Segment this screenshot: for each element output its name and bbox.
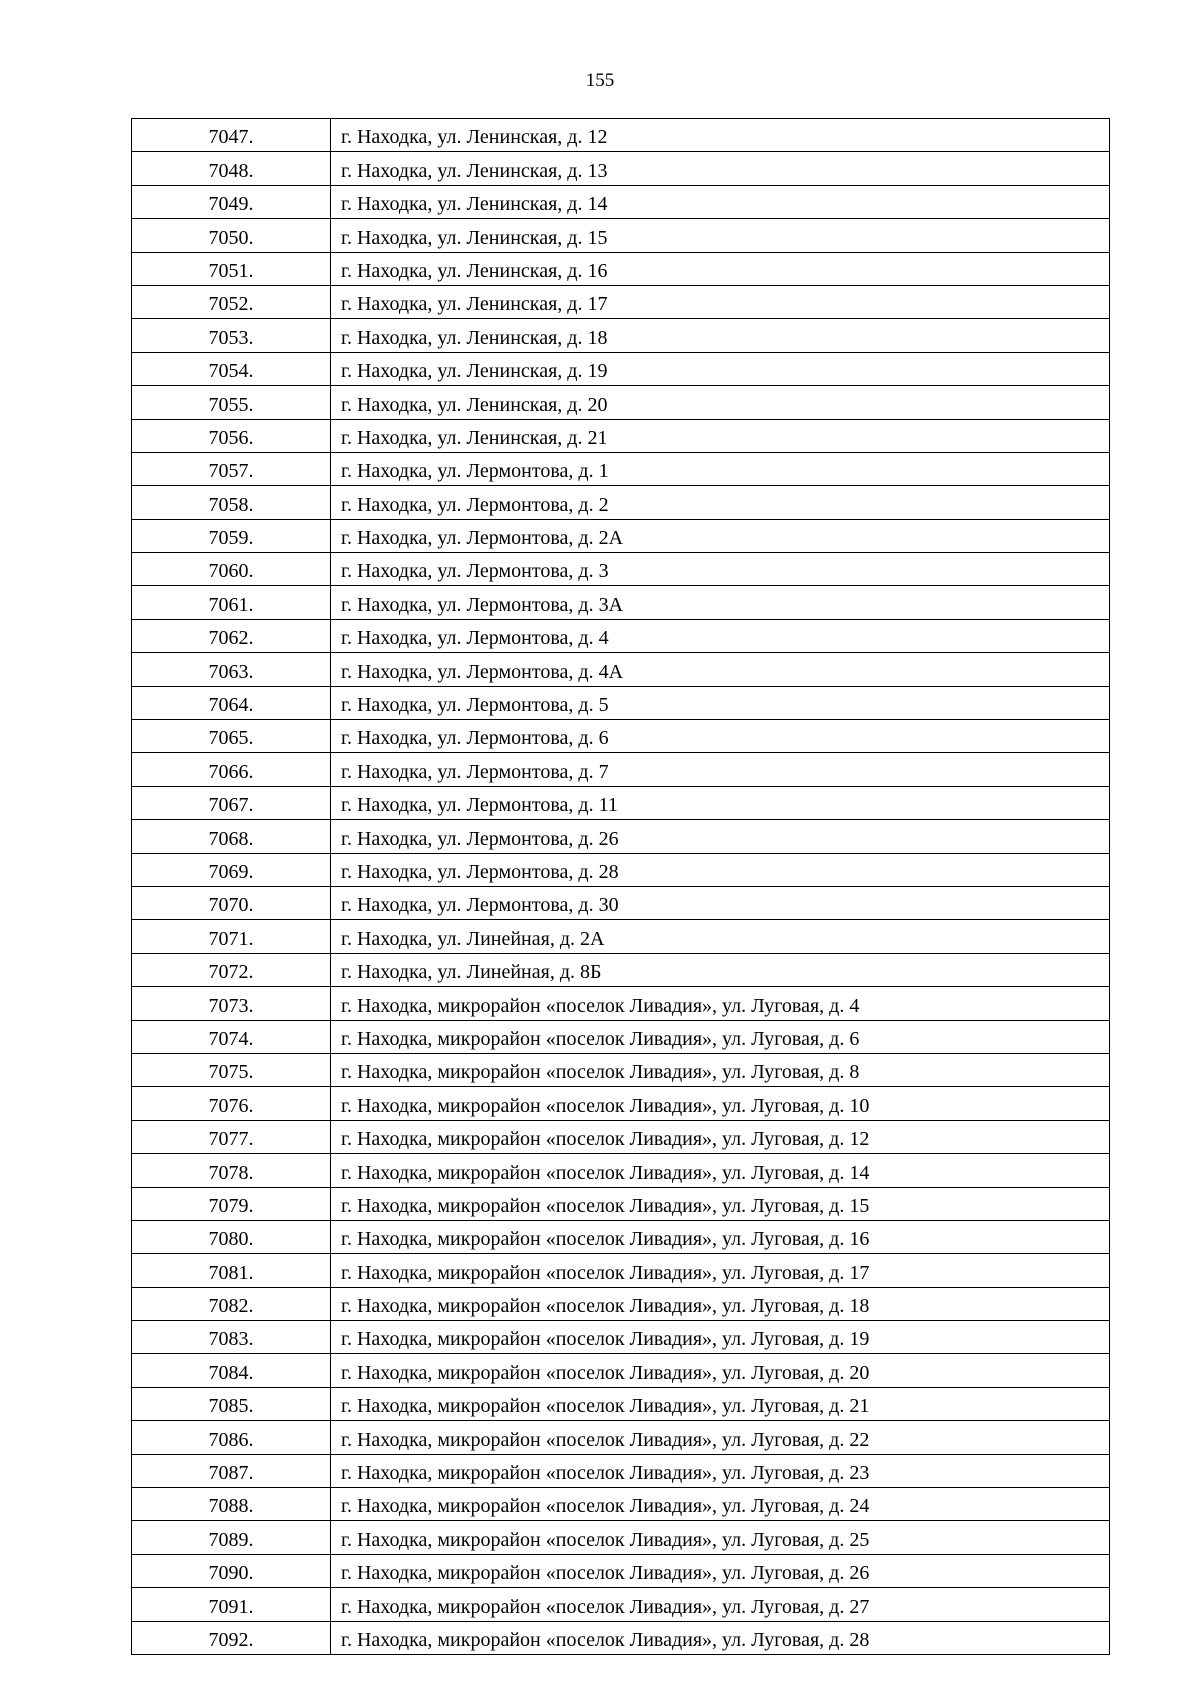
row-address: г. Находка, микрорайон «поселок Ливадия», ул. Луговая, д. 28 bbox=[331, 1621, 1110, 1654]
row-number: 7075. bbox=[132, 1053, 331, 1086]
table-row bbox=[132, 1454, 1110, 1487]
table-row bbox=[132, 653, 1110, 686]
row-address: г. Находка, микрорайон «поселок Ливадия», ул. Луговая, д. 14 bbox=[331, 1154, 1110, 1187]
row-number: 7084. bbox=[132, 1354, 331, 1387]
row-number: 7074. bbox=[132, 1020, 331, 1053]
row-address: г. Находка, микрорайон «поселок Ливадия», ул. Луговая, д. 15 bbox=[331, 1187, 1110, 1220]
table-row bbox=[132, 1588, 1110, 1621]
row-number: 7073. bbox=[132, 987, 331, 1020]
row-number: 7059. bbox=[132, 519, 331, 552]
row-address: г. Находка, микрорайон «поселок Ливадия», ул. Луговая, д. 26 bbox=[331, 1554, 1110, 1587]
row-number: 7088. bbox=[132, 1488, 331, 1521]
table-row bbox=[132, 1020, 1110, 1053]
row-number: 7051. bbox=[132, 252, 331, 285]
row-number: 7090. bbox=[132, 1554, 331, 1587]
table-row bbox=[132, 1521, 1110, 1554]
row-number: 7055. bbox=[132, 386, 331, 419]
table-row bbox=[132, 252, 1110, 285]
row-address: г. Находка, микрорайон «поселок Ливадия», ул. Луговая, д. 23 bbox=[331, 1454, 1110, 1487]
table-row bbox=[132, 1321, 1110, 1354]
row-address: г. Находка, ул. Ленинская, д. 21 bbox=[331, 419, 1110, 452]
row-address: г. Находка, микрорайон «поселок Ливадия», ул. Луговая, д. 4 bbox=[331, 987, 1110, 1020]
row-address: г. Находка, ул. Ленинская, д. 14 bbox=[331, 185, 1110, 218]
table-row bbox=[132, 1488, 1110, 1521]
table-row bbox=[132, 553, 1110, 586]
row-address: г. Находка, микрорайон «поселок Ливадия», ул. Луговая, д. 12 bbox=[331, 1120, 1110, 1153]
table-row bbox=[132, 920, 1110, 953]
table-row bbox=[132, 1621, 1110, 1654]
row-address: г. Находка, микрорайон «поселок Ливадия», ул. Луговая, д. 17 bbox=[331, 1254, 1110, 1287]
row-number: 7067. bbox=[132, 786, 331, 819]
table-row bbox=[132, 987, 1110, 1020]
table-row bbox=[132, 786, 1110, 819]
table-row bbox=[132, 452, 1110, 485]
row-number: 7068. bbox=[132, 820, 331, 853]
table-row bbox=[132, 386, 1110, 419]
row-number: 7080. bbox=[132, 1220, 331, 1253]
table-row bbox=[132, 1053, 1110, 1086]
row-number: 7064. bbox=[132, 686, 331, 719]
row-address: г. Находка, микрорайон «поселок Ливадия», ул. Луговая, д. 16 bbox=[331, 1220, 1110, 1253]
table-row bbox=[132, 1387, 1110, 1420]
row-number: 7066. bbox=[132, 753, 331, 786]
row-number: 7081. bbox=[132, 1254, 331, 1287]
address-table bbox=[131, 118, 1110, 1655]
row-number: 7057. bbox=[132, 452, 331, 485]
row-number: 7060. bbox=[132, 553, 331, 586]
row-number: 7079. bbox=[132, 1187, 331, 1220]
table-row bbox=[132, 720, 1110, 753]
row-number: 7061. bbox=[132, 586, 331, 619]
table-row bbox=[132, 352, 1110, 385]
row-address: г. Находка, ул. Лермонтова, д. 7 bbox=[331, 753, 1110, 786]
row-address: г. Находка, ул. Ленинская, д. 18 bbox=[331, 319, 1110, 352]
row-number: 7056. bbox=[132, 419, 331, 452]
row-address: г. Находка, ул. Лермонтова, д. 2 bbox=[331, 486, 1110, 519]
table-row bbox=[132, 1220, 1110, 1253]
page-number: 155 bbox=[585, 70, 615, 91]
table-row bbox=[132, 1120, 1110, 1153]
row-address: г. Находка, микрорайон «поселок Ливадия», ул. Луговая, д. 18 bbox=[331, 1287, 1110, 1320]
row-address: г. Находка, ул. Ленинская, д. 17 bbox=[331, 285, 1110, 318]
row-number: 7062. bbox=[132, 619, 331, 652]
row-number: 7085. bbox=[132, 1387, 331, 1420]
row-address: г. Находка, ул. Лермонтова, д. 30 bbox=[331, 886, 1110, 919]
table-row bbox=[132, 953, 1110, 986]
row-number: 7052. bbox=[132, 285, 331, 318]
row-address: г. Находка, ул. Линейная, д. 8Б bbox=[331, 953, 1110, 986]
row-address: г. Находка, ул. Лермонтова, д. 2А bbox=[331, 519, 1110, 552]
table-row bbox=[132, 419, 1110, 452]
row-address: г. Находка, микрорайон «поселок Ливадия», ул. Луговая, д. 6 bbox=[331, 1020, 1110, 1053]
table-row bbox=[132, 686, 1110, 719]
table-row bbox=[132, 753, 1110, 786]
row-address: г. Находка, ул. Ленинская, д. 15 bbox=[331, 219, 1110, 252]
row-address: г. Находка, микрорайон «поселок Ливадия», ул. Луговая, д. 20 bbox=[331, 1354, 1110, 1387]
row-address: г. Находка, ул. Лермонтова, д. 26 bbox=[331, 820, 1110, 853]
table-row bbox=[132, 119, 1110, 152]
row-address: г. Находка, микрорайон «поселок Ливадия», ул. Луговая, д. 10 bbox=[331, 1087, 1110, 1120]
row-address: г. Находка, микрорайон «поселок Ливадия», ул. Луговая, д. 25 bbox=[331, 1521, 1110, 1554]
row-number: 7069. bbox=[132, 853, 331, 886]
row-number: 7048. bbox=[132, 152, 331, 185]
table-row bbox=[132, 1287, 1110, 1320]
row-address: г. Находка, микрорайон «поселок Ливадия», ул. Луговая, д. 21 bbox=[331, 1387, 1110, 1420]
row-number: 7092. bbox=[132, 1621, 331, 1654]
row-number: 7065. bbox=[132, 720, 331, 753]
row-address: г. Находка, ул. Ленинская, д. 13 bbox=[331, 152, 1110, 185]
row-address: г. Находка, ул. Лермонтова, д. 1 bbox=[331, 452, 1110, 485]
row-address: г. Находка, микрорайон «поселок Ливадия», ул. Луговая, д. 8 bbox=[331, 1053, 1110, 1086]
row-address: г. Находка, ул. Линейная, д. 2А bbox=[331, 920, 1110, 953]
table-row bbox=[132, 152, 1110, 185]
row-number: 7086. bbox=[132, 1421, 331, 1454]
row-number: 7091. bbox=[132, 1588, 331, 1621]
row-number: 7071. bbox=[132, 920, 331, 953]
table-row bbox=[132, 853, 1110, 886]
row-number: 7076. bbox=[132, 1087, 331, 1120]
address-table-body bbox=[132, 119, 1110, 1655]
table-row bbox=[132, 820, 1110, 853]
row-address: г. Находка, ул. Лермонтова, д. 3 bbox=[331, 553, 1110, 586]
row-number: 7083. bbox=[132, 1321, 331, 1354]
row-address: г. Находка, ул. Ленинская, д. 16 bbox=[331, 252, 1110, 285]
row-number: 7082. bbox=[132, 1287, 331, 1320]
row-number: 7058. bbox=[132, 486, 331, 519]
table-row bbox=[132, 486, 1110, 519]
row-address: г. Находка, ул. Лермонтова, д. 3А bbox=[331, 586, 1110, 619]
table-row bbox=[132, 1254, 1110, 1287]
row-number: 7078. bbox=[132, 1154, 331, 1187]
row-address: г. Находка, микрорайон «поселок Ливадия», ул. Луговая, д. 22 bbox=[331, 1421, 1110, 1454]
row-number: 7053. bbox=[132, 319, 331, 352]
row-number: 7063. bbox=[132, 653, 331, 686]
table-row bbox=[132, 1354, 1110, 1387]
table-row bbox=[132, 619, 1110, 652]
table-row bbox=[132, 1087, 1110, 1120]
table-row bbox=[132, 1187, 1110, 1220]
row-address: г. Находка, ул. Лермонтова, д. 4 bbox=[331, 619, 1110, 652]
row-number: 7049. bbox=[132, 185, 331, 218]
table-row bbox=[132, 219, 1110, 252]
table-row bbox=[132, 185, 1110, 218]
row-number: 7087. bbox=[132, 1454, 331, 1487]
row-number: 7050. bbox=[132, 219, 331, 252]
row-number: 7054. bbox=[132, 352, 331, 385]
table-row bbox=[132, 1154, 1110, 1187]
row-address: г. Находка, ул. Лермонтова, д. 28 bbox=[331, 853, 1110, 886]
row-address: г. Находка, ул. Ленинская, д. 20 bbox=[331, 386, 1110, 419]
table-row bbox=[132, 1554, 1110, 1587]
row-number: 7077. bbox=[132, 1120, 331, 1153]
table-row bbox=[132, 519, 1110, 552]
row-address: г. Находка, ул. Ленинская, д. 19 bbox=[331, 352, 1110, 385]
row-address: г. Находка, ул. Лермонтова, д. 6 bbox=[331, 720, 1110, 753]
row-address: г. Находка, ул. Лермонтова, д. 4А bbox=[331, 653, 1110, 686]
row-address: г. Находка, ул. Лермонтова, д. 11 bbox=[331, 786, 1110, 819]
row-address: г. Находка, ул. Лермонтова, д. 5 bbox=[331, 686, 1110, 719]
row-number: 7089. bbox=[132, 1521, 331, 1554]
table-row bbox=[132, 1421, 1110, 1454]
row-number: 7047. bbox=[132, 119, 331, 152]
table-row bbox=[132, 586, 1110, 619]
table-row bbox=[132, 319, 1110, 352]
row-number: 7070. bbox=[132, 886, 331, 919]
table-row bbox=[132, 886, 1110, 919]
row-address: г. Находка, микрорайон «поселок Ливадия», ул. Луговая, д. 27 bbox=[331, 1588, 1110, 1621]
row-address: г. Находка, микрорайон «поселок Ливадия», ул. Луговая, д. 24 bbox=[331, 1488, 1110, 1521]
row-address: г. Находка, ул. Ленинская, д. 12 bbox=[331, 119, 1110, 152]
row-number: 7072. bbox=[132, 953, 331, 986]
table-row bbox=[132, 285, 1110, 318]
row-address: г. Находка, микрорайон «поселок Ливадия», ул. Луговая, д. 19 bbox=[331, 1321, 1110, 1354]
